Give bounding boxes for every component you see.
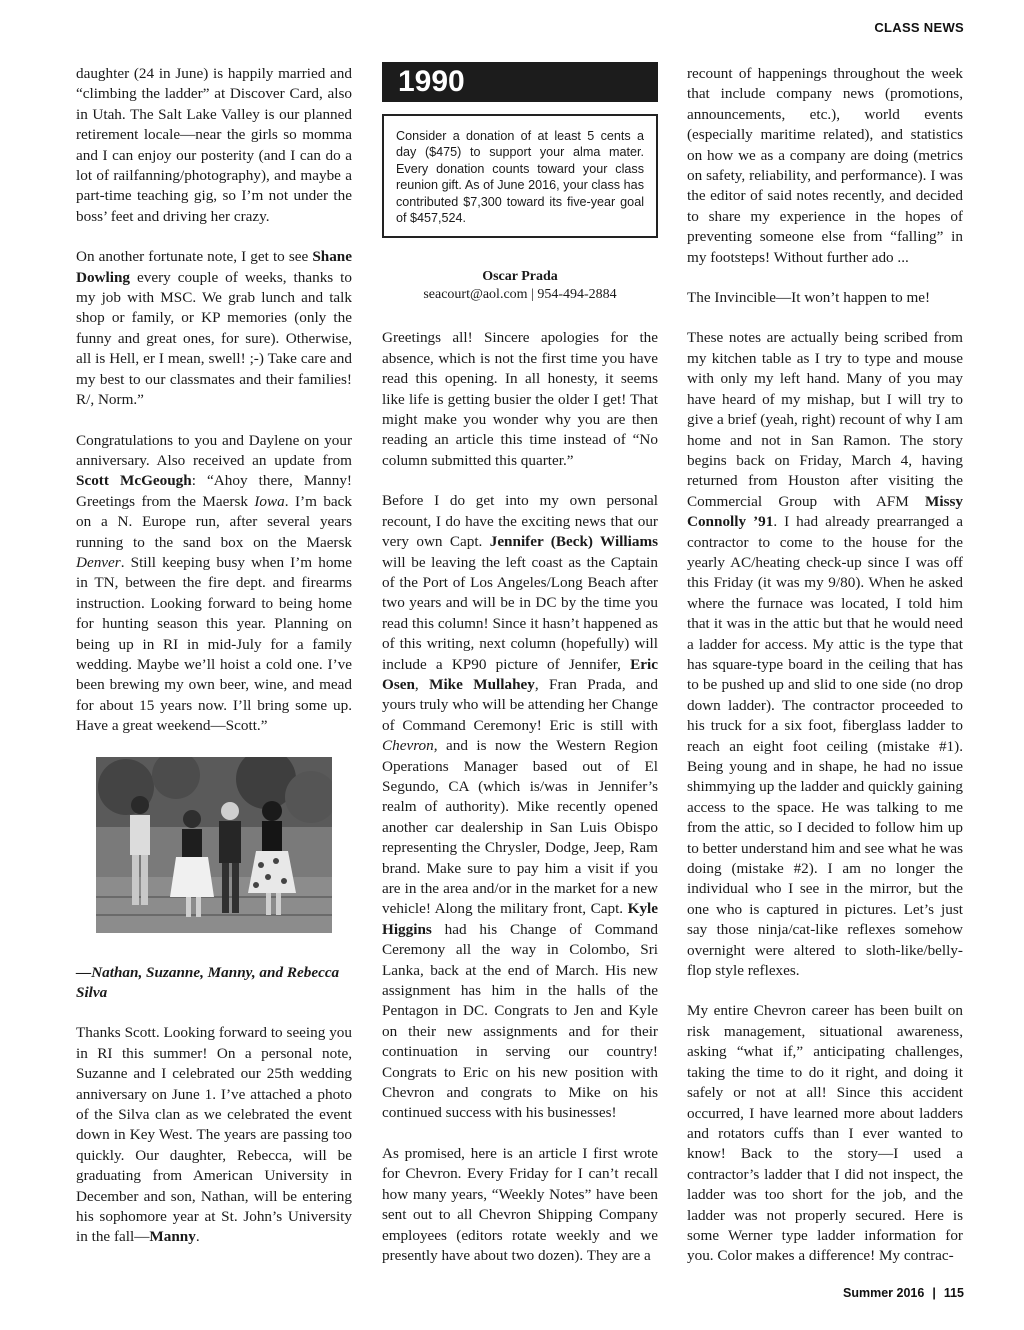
class-contact bbox=[382, 268, 658, 304]
paragraph: Greetings all! Sincere apologies for the absence, which is not the first time you have read this opening. In all honesty, it seems like life is getting busier the older I get! That might make you wonder why you are then reading an article this time instead of “No column submitted this quarter.” bbox=[382, 329, 658, 469]
paragraph: Before I do get into my own personal recount, I do have the exciting news that our very own Capt. Jennifer (Beck) Williams will be leaving the left coast as the Captain of the Port of Los Angeles/Long Beach after two years and will be in DC by the time you read this column! Since it hasn’t happened as of this writing, next column (hopefully) will include a KP90 picture of Jennifer, Eric Osen, Mike Mullahey, Fran Prada, and yours truly who will be attending her Change of Command Ceremony! Eric is still with Chevron, and is now the Western Region Operations Manager based out of El Segundo, CA (which is/was in Jennifer’s realm of authority). Mike recently opened another car dealership in San Luis Obispo representing the Chrysler, Dodge, Jeep, Ram brand. Make sure to pay him a visit if you are in the area and/or in the market for a new vehicle! Along the military front, Capt. Kyle Higgins had his Change of Command Ceremony all the way in Colombo, Sri Lanka, back at the end of March. His new assignment has him in the halls of the Pentagon in DC. Congrats to Jen and Kyle on their new assignments and for their continuation in serving our country! Congrats to Eric on his new position with Chevron and congrats to Mike on his continued success with his businesses! bbox=[382, 492, 659, 1122]
page-number: 115 bbox=[943, 1286, 964, 1300]
class-year-banner: 1990 bbox=[382, 62, 658, 102]
paragraph: Congratulations to you and Daylene on your anniversary. Also received an update from Scott McGeough: “Ahoy there, Manny! Greetings from the Maersk Iowa. I’m back on a N. Europe run, after several years running to the sand box on the Maersk Denver. Still keeping busy when I’m home in TN, between the fire dept. and firearms instruction. Looking forward to being home for hunting season this year. Planning on being up in RI in mid-July for a family wedding. Maybe we’ll hoist a cold one. I’ve been brewing my own beer, wine, and mead for about 15 years now. I’ll bring some up. Have a great weekend—Scott.” bbox=[76, 431, 352, 735]
contact-name: Oscar Prada bbox=[482, 269, 558, 285]
company-name: Chevron, bbox=[382, 737, 438, 755]
paragraph: My entire Chevron career has been built on risk management, situational awareness, asking “what if,” anticipating challenges, taking the time to do it right, and doing it safely or not at all! Since this accident occurred, I have learned more about ladders and rotators cuffs than I ever wanted to know! Back to the story—I used a contractor’s ladder that I did not inspect, the ladder was too short for the job, and the ladder was not properly secured. Here is some Werner type ladder information for you. Color makes a difference! My contrac- bbox=[687, 1002, 963, 1265]
issue-label: Summer 2016 bbox=[843, 1286, 925, 1300]
paragraph: daughter (24 in June) is happily married and “climbing the ladder” at Discover Card, also in Utah. The Salt Lake Valley is our planned retirement locale—near the girls so momma and I can enjoy our posterity (and I can do a lot of railfanning/photography), and maybe a part-time teaching gig, so I’m not under the boss’ feet and driving her crazy. bbox=[76, 65, 352, 225]
classmate-name: Mike Mullahey bbox=[429, 675, 535, 693]
photo-caption: —Nathan, Suzanne, Manny, and Rebecca Silva bbox=[76, 963, 340, 1001]
classmate-name: Scott McGeough bbox=[76, 472, 192, 490]
classmate-name: Missy Connolly ’91 bbox=[687, 492, 963, 531]
author-signature: Manny bbox=[149, 1228, 196, 1246]
classmate-name: Jennifer (Beck) Williams bbox=[489, 533, 659, 551]
ship-name: Denver bbox=[76, 553, 121, 571]
contact-info: seacourt@aol.com | 954-494-2884 bbox=[423, 287, 617, 303]
page-footer bbox=[843, 1286, 964, 1300]
column-2 bbox=[382, 64, 658, 1286]
classmate-name: Kyle Higgins bbox=[382, 900, 658, 938]
column-1 bbox=[76, 64, 352, 1268]
paragraph: On another fortunate note, I get to see Shane Dowling every couple of weeks, thanks to my job with MSC. We grab lunch and talk shop or family, or KP memories (only the funny and great ones, for sure). Otherwise, all is Hell, er I mean, swell! ;-) Take care and my best to our classmates and their families! R/, Norm.” bbox=[76, 248, 352, 409]
classmate-name: Eric Osen bbox=[382, 655, 658, 693]
column-3 bbox=[687, 64, 963, 1287]
classmate-name: Shane Dowling bbox=[76, 248, 352, 286]
family-photo bbox=[96, 757, 332, 933]
ship-name: Iowa bbox=[254, 492, 285, 510]
paragraph: These notes are actually being scribed from my kitchen table as I try to type and mouse with only my left hand. Many of you may have heard of my mishap, but I will try to give a brief (yeah, right) recount of why I am home and not in San Ramon. The story begins back on Friday, March 4, having returned from Houston after visiting the Commercial Group with AFM Missy Connolly ’91. I had already prearranged a contractor to come to the house for the yearly AC/heating check-up since I was off this Friday (it was my 9/80). When he asked where the furnace was located, I told him that it was in the attic but that he would need a ladder for access. My attic is the type that has square-type board in the ceiling that has to be pushed up and slid to one side (no drop down ladder). The contractor proceeded to his truck for a six foot, fiberglass ladder to reach an eight foot ceiling (mistake #1). Being young and in shape, he had no issue shimmying up the ladder and quickly gaining access to the space. He was talking to me from the attic, so I decided to follow him up to better understand him and see what he was doing (mistake #2). I am no longer the individual who I see in the mirror, but the one who is captured in pictures. Let’s just say those ninja/cat-like reflexes somehow overnight were altered to sloth-like/belly-flop style reflexes. bbox=[687, 329, 963, 980]
section-label: CLASS NEWS bbox=[874, 20, 964, 35]
paragraph: Thanks Scott. Looking forward to seeing you in RI this summer! On a personal note, Suzanne and I celebrated our 25th wedding anniversary on June 1. I’ve attached a photo of the Silva clan as we celebrated the event down in Key West. The years are passing too quickly. Our daughter, Rebecca, will be graduating from American University in December and son, Nathan, will be entering his sophomore year at St. John’s University in the fall—Manny. bbox=[76, 1024, 352, 1246]
footer-separator: | bbox=[932, 1286, 936, 1300]
article-subtitle: The Invincible—It won’t happen to me! bbox=[687, 289, 931, 307]
paragraph: recount of happenings throughout the week that include company news (promotions, announcements, etc.), world events (especially maritime related), and statistics on how we as a company are doing (metrics on safety, reliability, and performance). I was the editor of said notes recently, and decided to share my experience in the hopes of preventing someone else from “falling” in my footsteps! Without further ado ... bbox=[687, 65, 963, 266]
paragraph: As promised, here is an article I first wrote for Chevron. Every Friday for I can’t recall how many years, “Weekly Notes” have been sent out to all Chevron Shipping Company employees (editors rotate weekly and we presently have about two dozen). They are a bbox=[382, 1144, 658, 1264]
donation-callout: Consider a donation of at least 5 cents a day ($475) to support your alma mater. Every donation counts toward your class reunion gift. As of June 2016, your class has contributed $7,300 toward its five-year goal of $457,524. bbox=[382, 114, 658, 238]
